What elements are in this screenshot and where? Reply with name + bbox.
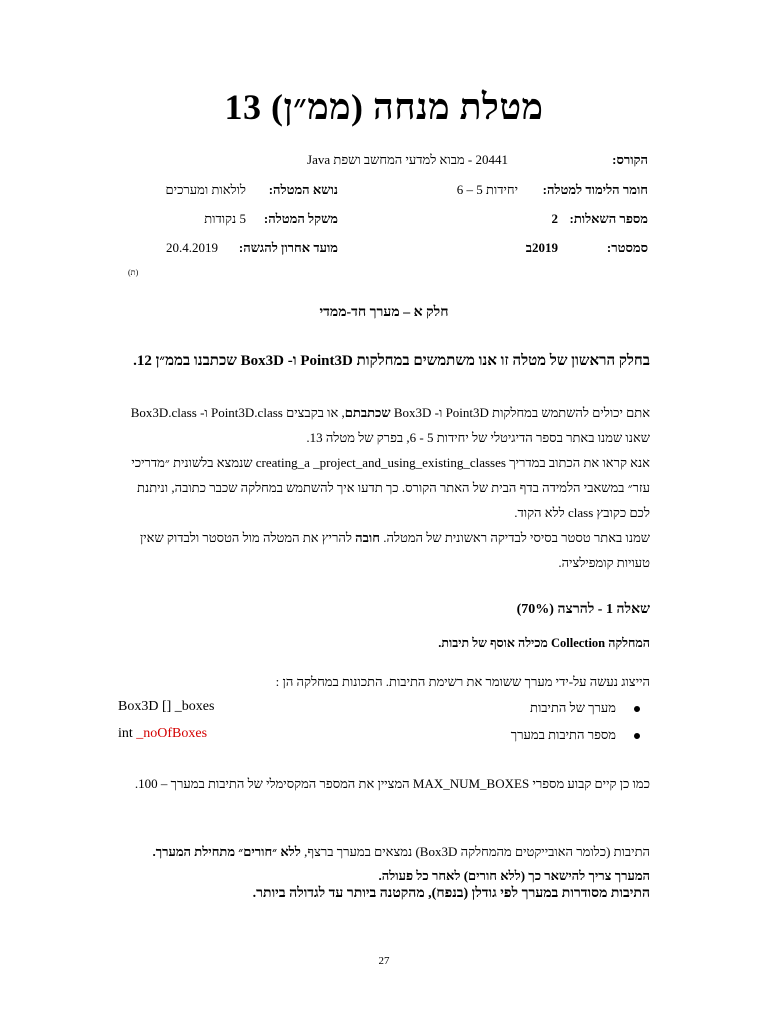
part-a-intro: בחלק הראשון של מטלה זו אנו משתמשים במחלקות Point3D ו- Box3D שכתבנו בממ״ן 12. xyxy=(133,353,650,369)
part-a-heading: חלק א – מערך חד-ממדי xyxy=(319,305,449,320)
material-label: חומר הלימוד למטלה: xyxy=(542,182,648,197)
list-item-boxes: מערך של התיבות xyxy=(530,700,640,716)
paragraph-guide: אנא קראו את הכתוב במדריך creating_a _project_and_using_existing_classes שנמצא בלשונית ״מדריכי עזר״ במשאבי הלמידה בדף הבית של האתר הקורס. כך תדעו איך להשתמש במחלקה שכבר כתובה, וניתנת לכם כקובץ class ללא הקוד. xyxy=(131,455,650,520)
sorted-note: התיבות מסודרות במערך לפי גודלן (בנפח), מהקטנה ביותר עד לגדולה ביותר. xyxy=(252,886,650,901)
order-paragraph: התיבות (כלומר האובייקטים מהמחלקה Box3D) נמצאים במערך ברצף, ללא ״חורים״ מתחילת המערך. המערך צריך להישאר כך (ללא חורים) לאחר כל פעולה. xyxy=(152,844,650,883)
page-number: 27 xyxy=(378,955,390,967)
bullet-icon xyxy=(634,733,640,739)
attr-count-code: int _noOfBoxes xyxy=(118,726,208,741)
attr-boxes-code: Box3D [] _boxes xyxy=(118,699,215,714)
list-item-count: מספר התיבות במערך xyxy=(511,727,640,743)
note-mark: (ת) xyxy=(128,268,139,277)
question-1-subtitle: המחלקה Collection מכילה אוסף של תיבות. xyxy=(438,636,650,650)
topic-value: לולאות ומערכים xyxy=(165,182,246,197)
part-a-body xyxy=(114,400,650,575)
weight-label: משקל המטלה: xyxy=(263,211,338,226)
course-label: הקורס: xyxy=(612,152,648,167)
page-title: מטלת מנחה (ממ״ן) 13 xyxy=(224,87,544,127)
questions-value: 2 xyxy=(551,211,558,226)
weight-value: 5 נקודות xyxy=(204,211,246,226)
material-value: יחידות 5 – 6 xyxy=(456,182,518,197)
paragraph-tester: שמנו באתר טסטר בסיסי לבדיקה ראשונית של המטלה. חובה להריץ את המטלה מול הטסטר ולבדוק שאין טעויות קומפילציה. xyxy=(139,530,650,570)
questions-label: מספר השאלות: xyxy=(569,211,648,226)
constant-paragraph: כמו כן קיים קבוע מספרי MAX_NUM_BOXES המציין את המספר המקסימלי של התיבות במערך – 100. xyxy=(134,776,650,791)
paragraph-classes: אתם יכולים להשתמש במחלקות Point3D ו- Box3D שכתבתם, או בקבצים Point3D.class ו- Box3D.class שאנו שמנו באתר בספר הדיגיטלי של יחידות 5 - 6, בפרק של מטלה 13. xyxy=(130,405,650,445)
semester-value: 2019ב xyxy=(525,240,558,255)
deadline-value: 20.4.2019 xyxy=(166,240,218,255)
semester-label: סמסטר: xyxy=(606,240,648,255)
deadline-label: מועד אחרון להגשה: xyxy=(238,240,338,255)
bullet-icon xyxy=(634,706,640,712)
course-value: 20441 - מבוא למדעי המחשב ושפת Java xyxy=(307,152,508,167)
question-1-lead: הייצוג נעשה על-ידי מערך ששומר את רשימת התיבות. התכונות במחלקה הן : xyxy=(275,674,650,689)
topic-label: נושא המטלה: xyxy=(268,182,338,197)
question-1-heading: שאלה 1 - להרצה (70%) xyxy=(516,602,650,617)
